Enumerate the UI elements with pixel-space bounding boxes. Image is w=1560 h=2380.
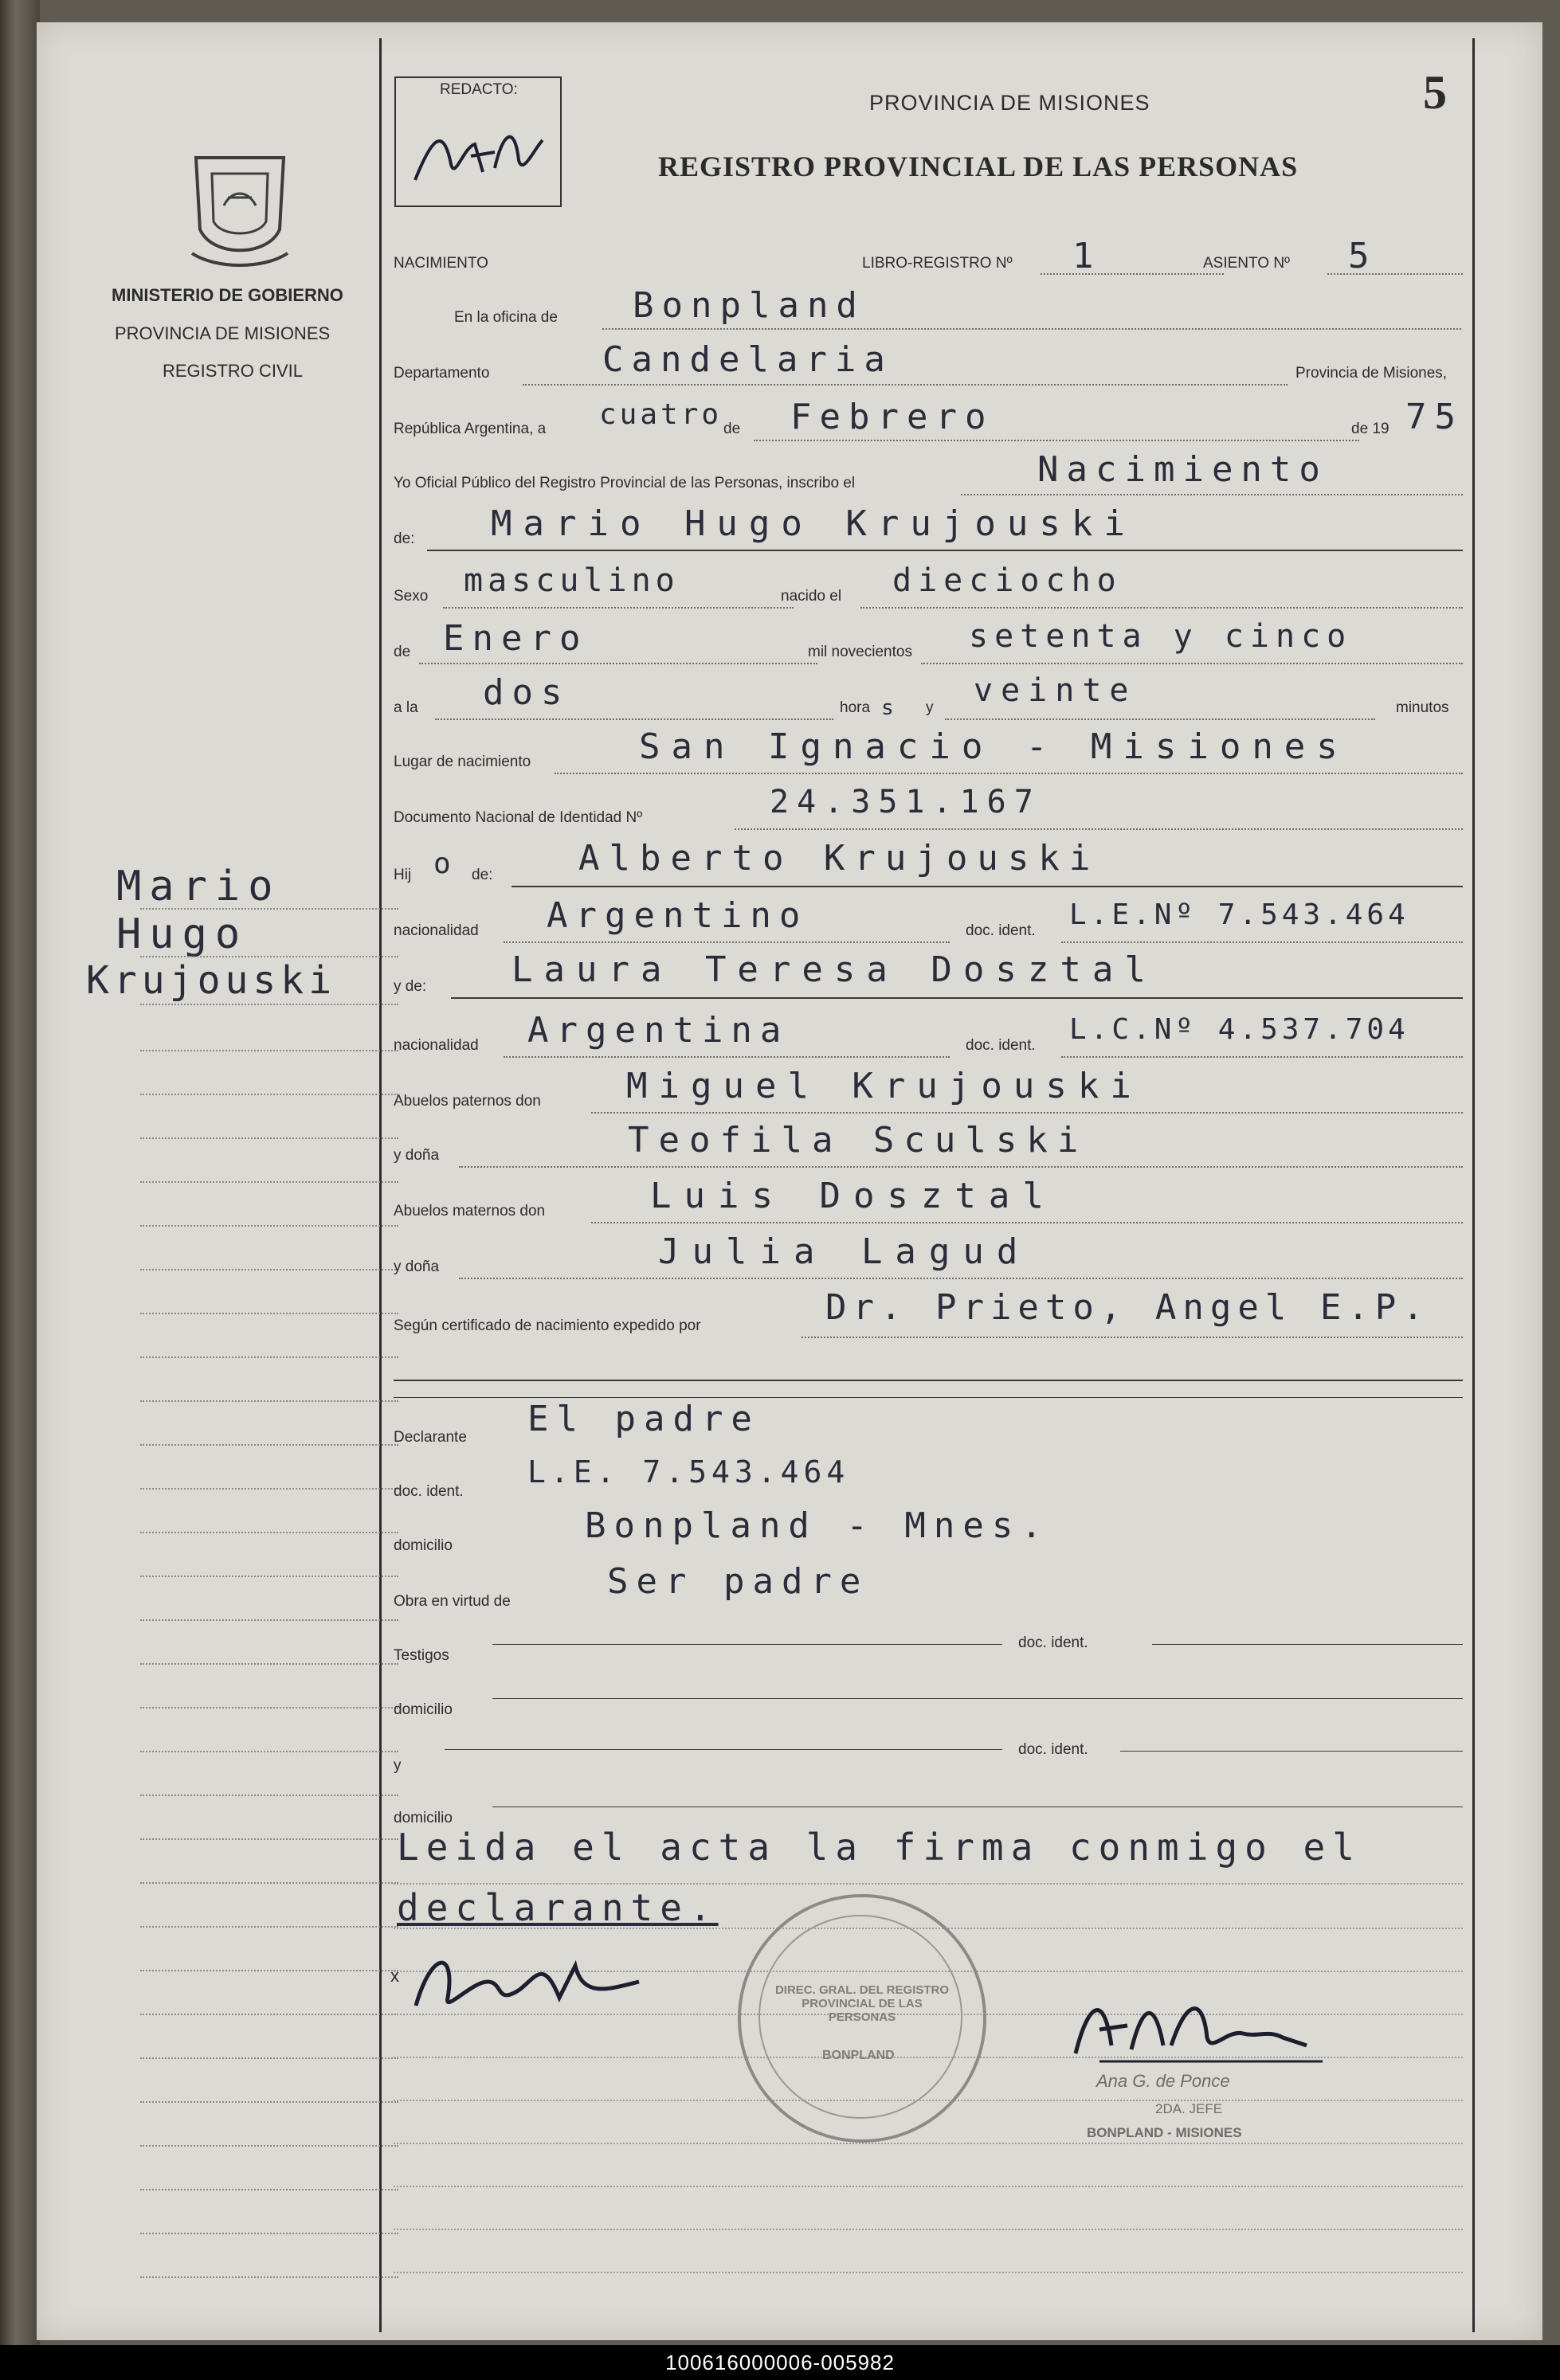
abuelos-mat-label: Abuelos maternos don (394, 1203, 546, 1219)
nacimiento-label: NACIMIENTO (394, 255, 488, 272)
margin-line (140, 2014, 398, 2015)
margin-line (140, 2189, 398, 2190)
obra-label: Obra en virtud de (394, 1593, 511, 1610)
decl-doc-value: L.E. 7.543.464 (527, 1454, 850, 1489)
document-id-footer: 100616000006-005982 (0, 2345, 1560, 2380)
margin-line (140, 1751, 398, 1752)
de3-label: de (394, 644, 411, 660)
father-nat-label: nacionalidad (394, 922, 479, 939)
abuelo-mat-dotline (591, 1222, 1463, 1223)
redacto-label: REDACTO: (440, 81, 518, 98)
month-value: Febrero (790, 397, 994, 437)
minutos-dotline (945, 718, 1375, 720)
registry-page (37, 22, 1542, 2340)
month-dotline (419, 663, 817, 664)
section-divider (394, 1380, 1463, 1381)
ala-label: a la (394, 699, 418, 716)
margin-line (140, 2057, 398, 2059)
ministry-province-label: PROVINCIA DE MISIONES (115, 323, 331, 343)
certificado-value: Dr. Prieto, Angel E.P. (825, 1287, 1430, 1328)
margin-name-line1: Mario (116, 863, 281, 910)
margin-line (140, 956, 398, 957)
libro-label: LIBRO-REGISTRO Nº (862, 255, 1013, 272)
minutos-label: minutos (1396, 699, 1449, 716)
ruled-line (394, 2143, 1463, 2144)
father-nat-value: Argentino (547, 895, 809, 936)
official-stamp-name: Ana G. de Ponce (1096, 2071, 1230, 2091)
father-value: Alberto Krujouski (578, 838, 1100, 879)
margin-name-line3: Krujouski (86, 958, 337, 1003)
hora-dotline (435, 718, 833, 720)
mother-doc-value: L.C.Nº 4.537.704 (1069, 1013, 1409, 1046)
abuelo-pat-value: Miguel Krujouski (626, 1066, 1143, 1106)
anio-value: setenta y cinco (969, 618, 1353, 655)
year-prefix: de 19 (1351, 421, 1389, 437)
hijo-label-b: de: (472, 867, 493, 883)
horas-s: s (881, 696, 894, 720)
margin-line (140, 2101, 398, 2103)
abuela-mat-value: Julia Lagud (658, 1231, 1031, 1272)
testigos-doc-line (1152, 1644, 1463, 1645)
margin-line (140, 1269, 398, 1270)
decl-doc-label: doc. ident. (394, 1483, 464, 1500)
mil-label: mil novecientos (808, 644, 912, 660)
sexo-label: Sexo (394, 588, 429, 605)
margin-line (140, 1882, 398, 1884)
redacto-signature (407, 108, 551, 196)
oficina-dotline (602, 328, 1461, 330)
date-dotline (754, 440, 1359, 441)
abuela-mat-dotline (459, 1278, 1463, 1279)
mes-value: Enero (443, 618, 589, 659)
margin-line (140, 1225, 398, 1227)
testigo2-domicilio-label: domicilio (394, 1810, 453, 1826)
testigos-domicilio-label: domicilio (394, 1701, 453, 1718)
declarante-label: Declarante (394, 1429, 467, 1446)
right-border (1472, 38, 1475, 2332)
leida-line1: Leida el acta la firma conmigo el (397, 1826, 1362, 1869)
inscribo-dotline (961, 494, 1463, 495)
lugar-value: San Ignacio - Misiones (639, 726, 1349, 767)
certificado-label: Según certificado de nacimiento expedido por (394, 1317, 701, 1334)
mother-docident-label: doc. ident. (966, 1037, 1036, 1054)
margin-line (140, 1050, 398, 1051)
seal-place: BONPLAND (822, 2049, 895, 2062)
domicilio-value: Bonpland - Mnes. (585, 1505, 1050, 1546)
official-stamp-place: BONPLAND - MISIONES (1087, 2125, 1242, 2140)
de2-label: de: (394, 530, 415, 547)
margin-name-line2: Hugo (116, 910, 249, 958)
abuelos-pat-label: Abuelos paternos don (394, 1093, 541, 1110)
abuela-pat-label: y doña (394, 1147, 440, 1164)
dni-dotline (735, 828, 1463, 830)
ruled-line (394, 1883, 1463, 1885)
book-binding (0, 0, 40, 2350)
provincia-suffix: Provincia de Misiones, (1295, 365, 1448, 382)
margin-line (140, 1532, 398, 1533)
page-number: 5 (1423, 66, 1447, 119)
mother-nat-value: Argentina (527, 1010, 790, 1051)
domicilio-label: domicilio (394, 1537, 453, 1554)
dni-label: Documento Nacional de Identidad Nº (394, 809, 643, 826)
inscribo-label: Yo Oficial Público del Registro Provincial de las Personas, inscribo el (394, 475, 856, 491)
sexo-dotline (443, 607, 794, 609)
de-label: de (723, 421, 741, 437)
declarant-signature (408, 1934, 663, 2030)
province-heading: PROVINCIA DE MISIONES (869, 91, 1150, 115)
ruled-line (394, 2229, 1463, 2230)
section-divider-thin (394, 1397, 1463, 1398)
nacido-label: nacido el (781, 588, 842, 605)
margin-line (140, 1970, 398, 1971)
margin-line (140, 2276, 398, 2278)
anio-dotline (921, 663, 1463, 664)
mother-value: Laura Teresa Dosztal (512, 949, 1157, 990)
name-line (427, 550, 1463, 551)
obra-value: Ser padre (607, 1561, 869, 1602)
mother-line (451, 997, 1463, 999)
official-stamp-role: 2DA. JEFE (1155, 2101, 1223, 2116)
lugar-dotline (555, 773, 1463, 774)
testigos-label: Testigos (394, 1647, 449, 1664)
mother-nat-dotline (504, 1056, 950, 1058)
margin-line (140, 1444, 398, 1446)
oficina-value: Bonpland (633, 285, 865, 326)
margin-line (140, 2233, 398, 2234)
abuela-pat-value: Teofila Sculski (628, 1120, 1088, 1161)
margin-line (140, 1488, 398, 1489)
abuelo-pat-dotline (591, 1112, 1463, 1114)
yde-label: y de: (394, 978, 427, 995)
mother-doc-dotline (1061, 1056, 1463, 1058)
redacto-box (394, 76, 562, 207)
margin-line (140, 1400, 398, 1402)
registry-title: REGISTRO PROVINCIAL DE LAS PERSONAS (658, 151, 1299, 182)
margin-line (140, 1137, 398, 1139)
official-signature (1068, 1982, 1339, 2077)
testigos-line (492, 1644, 1002, 1645)
margin-line (140, 1004, 398, 1005)
father-line (512, 886, 1463, 887)
day-value: cuatro (599, 398, 723, 431)
y-label: y (926, 699, 934, 716)
father-doc-dotline (1061, 941, 1463, 943)
republica-label: República Argentina, a (394, 421, 547, 437)
testigos-domicilio-line (492, 1698, 1463, 1699)
lugar-label: Lugar de nacimiento (394, 754, 531, 770)
margin-line (140, 1181, 398, 1183)
departamento-dotline (523, 384, 1288, 386)
testigo2-line (445, 1749, 1002, 1750)
father-doc-value: L.E.Nº 7.543.464 (1069, 898, 1409, 931)
departamento-label: Departamento (394, 365, 490, 382)
margin-line (140, 1707, 398, 1709)
margin-line (140, 2145, 398, 2147)
misiones-emblem-icon (180, 142, 300, 277)
abuelo-mat-value: Luis Dosztal (650, 1176, 1056, 1216)
asiento-label: ASIENTO Nº (1203, 255, 1290, 272)
leida-line2: declarante. (397, 1886, 719, 1929)
margin-line (140, 1838, 398, 1840)
official-seal (738, 1894, 986, 2143)
oficina-label: En la oficina de (454, 309, 558, 326)
ruled-line (394, 2186, 1463, 2187)
ruled-line (394, 2272, 1463, 2273)
y2-label: y (394, 1757, 402, 1774)
margin-line (140, 1313, 398, 1314)
year-value: 75 (1405, 397, 1464, 437)
margin-line (140, 1926, 398, 1928)
left-column-divider (379, 38, 382, 2332)
departamento-value: Candelaria (602, 339, 893, 380)
father-nat-dotline (504, 941, 950, 943)
margin-line (140, 1576, 398, 1577)
margin-line (140, 1619, 398, 1621)
testigos-docident-label: doc. ident. (1018, 1634, 1088, 1651)
abuela-pat-dotline (459, 1166, 1463, 1168)
margin-line (140, 1094, 398, 1095)
testigo2-docident-label: doc. ident. (1018, 1741, 1088, 1758)
margin-line (140, 1356, 398, 1358)
margin-line (140, 908, 398, 910)
dni-value: 24.351.167 (770, 784, 1041, 820)
nacido-value: dieciocho (892, 562, 1123, 599)
hijo-suffix: o (433, 847, 459, 880)
certificado-dotline (802, 1337, 1463, 1338)
father-docident-label: doc. ident. (966, 922, 1036, 939)
declarante-value: El padre (527, 1399, 760, 1439)
abuela-mat-label: y doña (394, 1259, 440, 1275)
ministry-label: MINISTERIO DE GOBIERNO (112, 285, 343, 305)
asiento-value: 5 (1348, 236, 1378, 276)
sexo-value: masculino (464, 562, 680, 599)
mother-nat-label: nacionalidad (394, 1037, 479, 1054)
libro-value: 1 (1072, 236, 1102, 276)
nacido-dotline (860, 607, 1463, 609)
hora-value: dos (483, 672, 570, 713)
name-value: Mario Hugo Krujouski (491, 503, 1136, 544)
hijo-label-a: Hij (394, 867, 412, 883)
margin-line (140, 1795, 398, 1796)
inscribo-value: Nacimiento (1037, 449, 1328, 490)
horas-label: hora (840, 699, 871, 716)
libro-dotline (1041, 273, 1224, 275)
margin-line (140, 1663, 398, 1665)
civil-registry-label: REGISTRO CIVIL (163, 361, 304, 381)
minutos-value: veinte (974, 672, 1137, 709)
firma-x: x (390, 1966, 399, 1986)
seal-text: DIREC. GRAL. DEL REGISTRO PROVINCIAL DE LAS PERSONAS (774, 1983, 950, 2024)
testigo2-doc-line (1120, 1751, 1463, 1752)
